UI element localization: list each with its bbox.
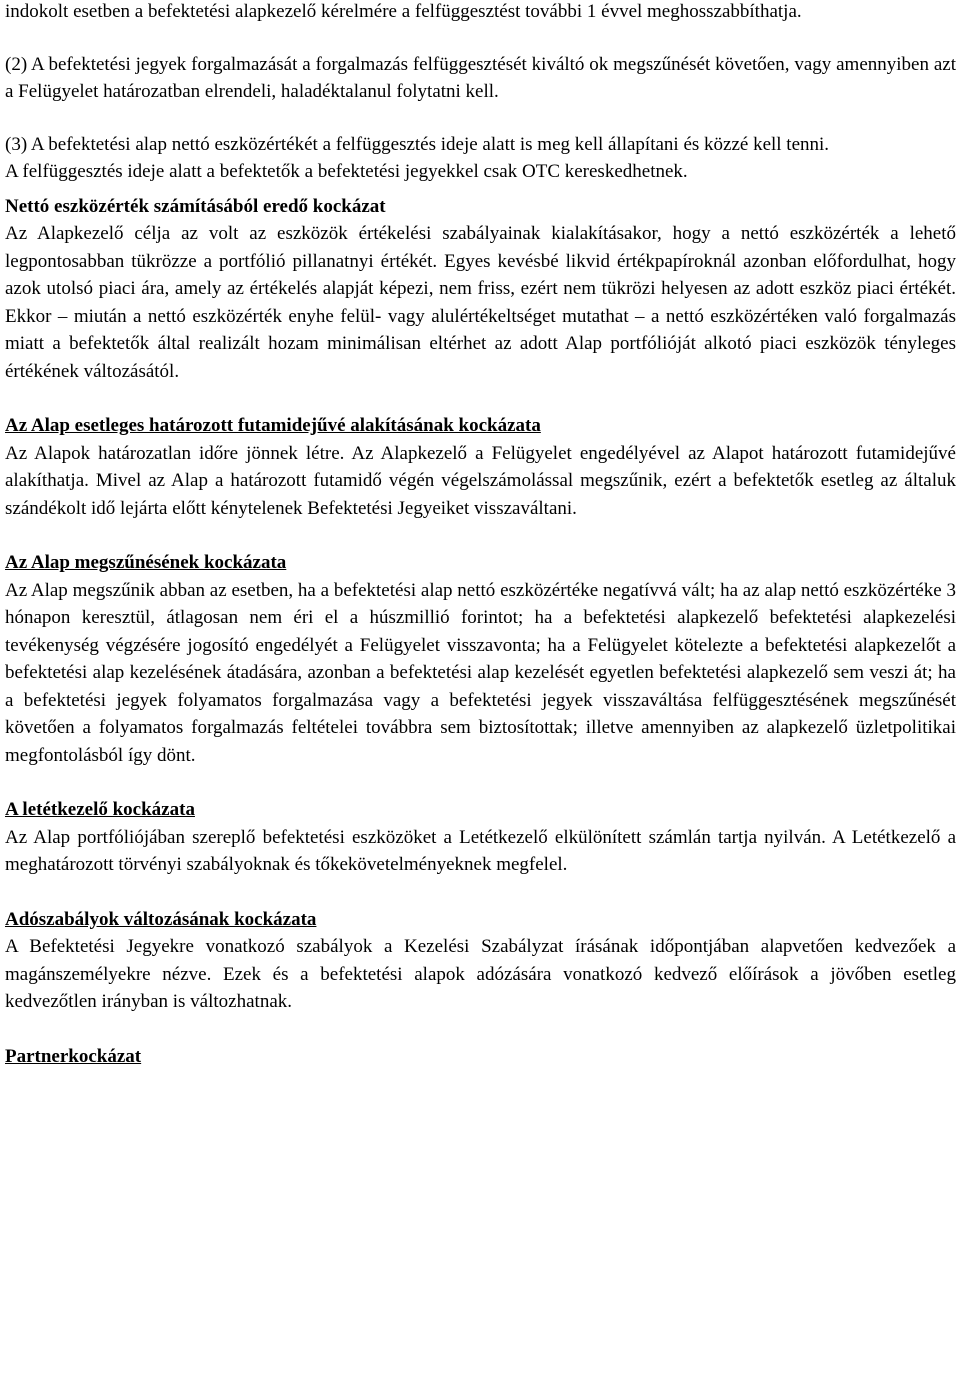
section-body-termination-risk: Az Alap megszűnik abban az esetben, ha a befektetési alap nettó eszközértéke negatívvá vált; ha az alap nettó eszközértéke 3 hónapon keresztül, átlagosan nem éri el a húszmillió forintot; ha a befektetési alapkezelő befektetési alapkezelési tevékenység végzésére jogosító engedélyét a Felügyelet visszavonta; ha a Felügyelet kötelezte a befektetési alapkezelőt a befektetési alap kezelésének átadására, azonban a befektetési alap kezelését egyetlen befektetési alapkezelő sem veszi át; ha a befektetési jegyek folyamatos forgalmazása vagy a befektetési jegyek visszaváltása felfüggesztésének megszűnését követően a folyamatos forgalmazás feltételei továbbra sem biztosítottak; illetve amennyiben az alapkezelő üzletpolitikai megfontolásból így dönt. (5, 579, 956, 766)
section-body-fixed-term-risk: Az Alapok határozatlan időre jönnek létre. Az Alapkezelő a Felügyelet engedélyével az Alapot határozott futamidejűvé alakíthatja. Mivel az Alap a határozott futamidő végén végelszámolással megszűnik, ezért a befektetők esetleg az általuk szándékolt idő lejárta előtt kénytelenek Befektetési Jegyeiket visszaváltani. (5, 442, 956, 519)
section-heading-fixed-term-risk: Az Alap esetleges határozott futamidejűvé alakításának kockázata (5, 415, 541, 436)
section-heading-counterparty-risk: Partnerkockázat (5, 1045, 142, 1067)
paragraph-3: (3) A befektetési alap nettó eszközértékét a felfüggesztés ideje alatt is meg kell állapítani és közzé kell tenni. (5, 133, 830, 155)
section-heading-custodian-risk: A letétkezelő kockázata (5, 799, 195, 820)
section-body-custodian-risk: Az Alap portfóliójában szereplő befektetési eszközöket a Letétkezelő elkülönített számlán tartja nyilván. A Letétkezelő a meghatározott törvényi szabályoknak és tőkekövetelményeknek megfelel. (5, 826, 956, 875)
section-heading-termination-risk: Az Alap megszűnésének kockázata (5, 552, 287, 573)
section-heading-net-asset-value-risk: Nettó eszközérték számításából eredő kockázat (5, 195, 386, 217)
paragraph-3-otc: A felfüggesztés ideje alatt a befektetők a befektetési jegyekkel csak OTC kereskedhetnek. (5, 161, 688, 182)
section-heading-tax-rule-risk: Adószabályok változásának kockázata (5, 908, 317, 930)
paragraph-continuation: indokolt esetben a befektetési alapkezelő kérelmére a felfüggesztést további 1 évvel meghosszabbíthatja. (5, 1, 802, 22)
section-body-tax-rule-risk: A Befektetési Jegyekre vonatkozó szabályok a Kezelési Szabályzat írásának időpontjában alapvetően kedvezőek a magánszemélyekre nézve. Ezek és a befektetési alapok adózására vonatkozó kedvező előírások a jövőben esetleg kedvezőtlen irányban is változhatnak. (5, 936, 956, 1012)
section-body-net-asset-value-risk: Az Alapkezelő célja az volt az eszközök értékelési szabályainak kialakításakor, hogy a nettó eszközérték a lehető legpontosabban tükrözze a portfólió pillanatnyi értékét. Egyes kevésbé likvid értékpapíroknál azonban előfordulhat, hogy azok utolsó piaci ára, amely az értékelés alapját képezi, nem friss, ezért nem tükrözi helyesen az adott eszköz piaci értékét. Ekkor – miután a nettó eszközérték enyhe felül- vagy alulértékeltséget mutathat – a nettó eszközértéken való forgalmazás miatt a befektetők által realizált hozam minimálisan eltérhet az adott Alap portfólióját alkotó piaci eszközök tényleges értékének változásától. (5, 223, 956, 382)
paragraph-2: (2) A befektetési jegyek forgalmazását a forgalmazás felfüggesztését kiváltó ok megszűnését követően, vagy amennyiben azt a Felügyelet határozatban elrendeli, haladéktalanul folytatni kell. (5, 53, 956, 102)
